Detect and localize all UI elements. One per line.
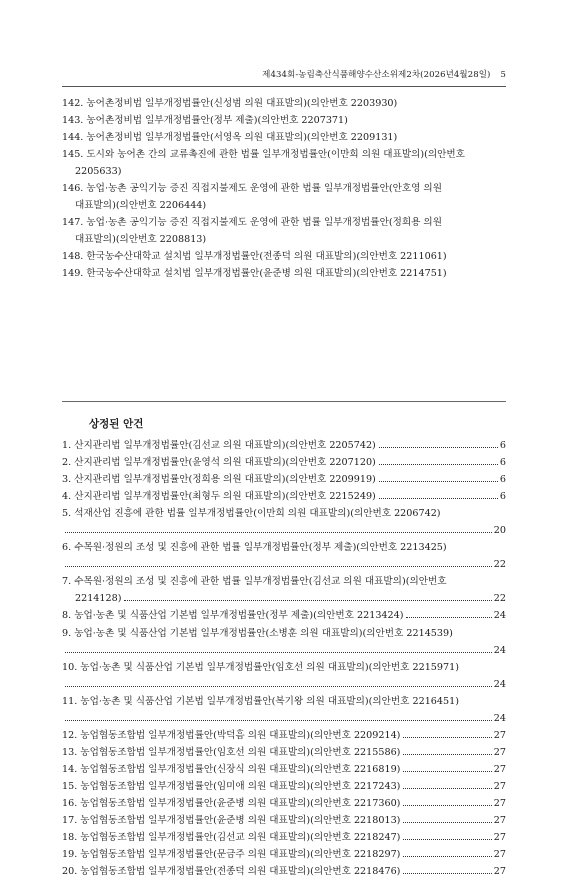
toc-page-number: 22	[493, 559, 506, 571]
toc-entry-text: 19. 농업협동조합법 일부개정법률안(문금주 의원 대표발의)(의안번호 2218297)	[62, 849, 401, 861]
toc-row[interactable]	[62, 607, 506, 624]
toc-row[interactable]	[62, 676, 506, 693]
toc-page-number: 24	[493, 678, 506, 690]
toc-row[interactable]	[62, 505, 506, 522]
toc-row[interactable]	[62, 625, 506, 642]
bill-item: 143. 농어촌정비법 일부개정법률안(정부 제출)(의안번호 2207371)	[62, 115, 348, 127]
toc-row[interactable]	[62, 659, 506, 676]
toc-page-number: 27	[493, 763, 506, 775]
toc-entry-text: 13. 농업협동조합법 일부개정법률안(임호선 의원 대표발의)(의안번호 2215586)	[62, 746, 401, 758]
bill-item: 142. 농어촌정비법 일부개정법률안(신성범 의원 대표발의)(의안번호 2203930)	[62, 98, 398, 109]
dot-leader	[403, 839, 491, 840]
toc-row[interactable]	[62, 829, 506, 846]
toc-row[interactable]	[62, 522, 506, 539]
bill-item-continuation: 대표발의)(의안번호 2208813)	[75, 234, 207, 246]
dot-leader	[403, 822, 491, 823]
toc-page-number: 6	[499, 474, 506, 486]
toc-row[interactable]	[62, 812, 506, 829]
bill-item: 146. 농업·농촌 공익기능 증진 직접지불제도 운영에 관한 법률 일부개정법률안(안호영 의원	[62, 183, 442, 195]
dot-leader	[379, 447, 498, 448]
toc-entry-text: 6. 수목원·정원의 조성 및 진흥에 관한 법률 일부개정법률안(정부 제출)(의안번호 2213425)	[62, 542, 447, 554]
toc-page-number: 27	[493, 815, 506, 827]
dot-leader	[403, 873, 491, 874]
toc-page-number: 24	[493, 712, 506, 724]
dot-leader	[379, 498, 498, 499]
toc-row[interactable]	[62, 778, 506, 795]
toc-page-number: 20	[493, 525, 506, 537]
toc-page-number: 27	[493, 780, 506, 792]
dot-leader	[403, 771, 491, 772]
toc-entry-text: 8. 농업·농촌 및 식품산업 기본법 일부개정법률안(정부 제출)(의안번호 2213424)	[62, 610, 404, 622]
dot-leader	[65, 532, 492, 533]
dot-leader	[124, 600, 491, 601]
toc-row[interactable]	[62, 727, 506, 744]
toc-page-number: 24	[493, 644, 506, 656]
toc-entry-text: 7. 수목원·정원의 조성 및 진흥에 관한 법률 일부개정법률안(김선교 의원 대표발의)(의안번호	[62, 576, 447, 588]
dot-leader	[65, 720, 492, 721]
toc-row[interactable]	[62, 642, 506, 659]
toc-page-number: 27	[493, 832, 506, 844]
toc-page-number: 27	[493, 797, 506, 809]
toc-row[interactable]	[62, 437, 506, 454]
toc-page-number: 27	[493, 849, 506, 861]
toc-row[interactable]	[62, 863, 506, 880]
toc-entry-text: 3. 산지관리법 일부개정법률안(정희용 의원 대표발의)(의안번호 2209919)	[62, 474, 376, 486]
dot-leader	[379, 481, 498, 482]
toc-row[interactable]	[62, 454, 506, 471]
toc-entry-text: 15. 농업협동조합법 일부개정법률안(임미애 의원 대표발의)(의안번호 2217243)	[62, 780, 401, 792]
toc-page-number: 27	[493, 729, 506, 741]
dot-leader	[379, 464, 498, 465]
toc-entry-text: 11. 농업·농촌 및 식품산업 기본법 일부개정법률안(복기왕 의원 대표발의)(의안번호 2216451)	[62, 695, 459, 707]
bill-item: 144. 농어촌정비법 일부개정법률안(서영옥 의원 대표발의)(의안번호 2209131)	[62, 132, 398, 144]
toc-row[interactable]	[62, 710, 506, 727]
toc-entry-text: 5. 석재산업 진흥에 관한 법률 일부개정법률안(이만희 의원 대표발의)(의안번호 2206742)	[62, 508, 441, 520]
toc-entry-text: 16. 농업협동조합법 일부개정법률안(윤준병 의원 대표발의)(의안번호 2217360)	[62, 797, 401, 809]
dot-leader	[403, 856, 491, 857]
toc-entry-text: 1. 산지관리법 일부개정법률안(김선교 의원 대표발의)(의안번호 2205742)	[62, 440, 376, 451]
toc-entry-text: 2214128)	[75, 593, 122, 605]
bill-item: 149. 한국농수산대학교 설치법 일부개정법률안(윤준병 의원 대표발의)(의안번호 2214751)	[62, 268, 447, 280]
bill-item: 147. 농업·농촌 공익기능 증진 직접지불제도 운영에 관한 법률 일부개정법률안(정희용 의원	[62, 217, 442, 229]
page-number: 5	[500, 70, 506, 80]
section-divider	[62, 401, 506, 402]
toc-entry-text: 14. 농업협동조합법 일부개정법률안(신장식 의원 대표발의)(의안번호 2216819)	[62, 763, 401, 775]
page-header	[62, 68, 506, 87]
toc-entry-text: 2. 산지관리법 일부개정법률안(윤영석 의원 대표발의)(의안번호 2207120)	[62, 457, 376, 469]
toc-page-number: 6	[499, 457, 506, 469]
bill-item: 148. 한국농수산대학교 설치법 일부개정법률안(전종덕 의원 대표발의)(의안번호 2211061)	[62, 251, 447, 263]
toc-row[interactable]	[62, 471, 506, 488]
toc-page-number: 6	[499, 491, 506, 503]
toc-entry-text: 17. 농업협동조합법 일부개정법률안(윤준병 의원 대표발의)(의안번호 2218013)	[62, 815, 401, 827]
dot-leader	[65, 652, 492, 653]
toc-row[interactable]	[62, 795, 506, 812]
toc-page-number: 24	[493, 610, 506, 622]
toc-entry-text: 20. 농업협동조합법 일부개정법률안(전종덕 의원 대표발의)(의안번호 2218476)	[62, 866, 401, 878]
toc-row[interactable]	[62, 744, 506, 761]
toc-page-number: 22	[493, 593, 506, 605]
dot-leader	[65, 686, 492, 687]
section-title: 상정된 안건	[89, 418, 144, 430]
toc-row[interactable]	[62, 846, 506, 863]
toc-entry-text: 18. 농업협동조합법 일부개정법률안(김선교 의원 대표발의)(의안번호 2218247)	[62, 832, 401, 844]
bill-list	[62, 95, 506, 283]
toc-row[interactable]	[62, 556, 506, 573]
header-title: 제434회-농림축산식품해양수산소위제2차(2026년4월28일)	[262, 70, 491, 80]
dot-leader	[403, 788, 491, 789]
toc-row[interactable]	[62, 488, 506, 505]
toc-entry-text: 12. 농업협동조합법 일부개정법률안(박덕흠 의원 대표발의)(의안번호 2209214)	[62, 729, 401, 741]
bill-item-continuation: 대표발의)(의안번호 2206444)	[75, 200, 207, 212]
dot-leader	[406, 617, 491, 618]
toc-entry-text: 9. 농업·농촌 및 식품산업 기본법 일부개정법률안(소병훈 의원 대표발의)(의안번호 2214539)	[62, 627, 453, 639]
dot-leader	[65, 566, 492, 567]
bill-item: 145. 도시와 농어촌 간의 교류촉진에 관한 법률 일부개정법률안(이만희 의원 대표발의)(의안번호	[62, 149, 465, 161]
bill-item-continuation: 2205633)	[75, 166, 122, 178]
toc-page-number: 6	[499, 440, 506, 451]
toc-entry-text: 4. 산지관리법 일부개정법률안(최형두 의원 대표발의)(의안번호 2215249)	[62, 491, 376, 503]
dot-leader	[403, 737, 491, 738]
toc-page-number: 27	[493, 746, 506, 758]
toc-row[interactable]	[62, 590, 506, 607]
toc-row[interactable]	[62, 693, 506, 710]
toc-entry-text: 10. 농업·농촌 및 식품산업 기본법 일부개정법률안(임호선 의원 대표발의)(의안번호 2215971)	[62, 661, 459, 673]
toc-row[interactable]	[62, 539, 506, 556]
toc-page-number: 27	[493, 866, 506, 878]
dot-leader	[403, 754, 491, 755]
toc-row[interactable]	[62, 761, 506, 778]
dot-leader	[403, 805, 491, 806]
toc-row[interactable]	[62, 573, 506, 590]
agenda-list	[62, 437, 506, 880]
